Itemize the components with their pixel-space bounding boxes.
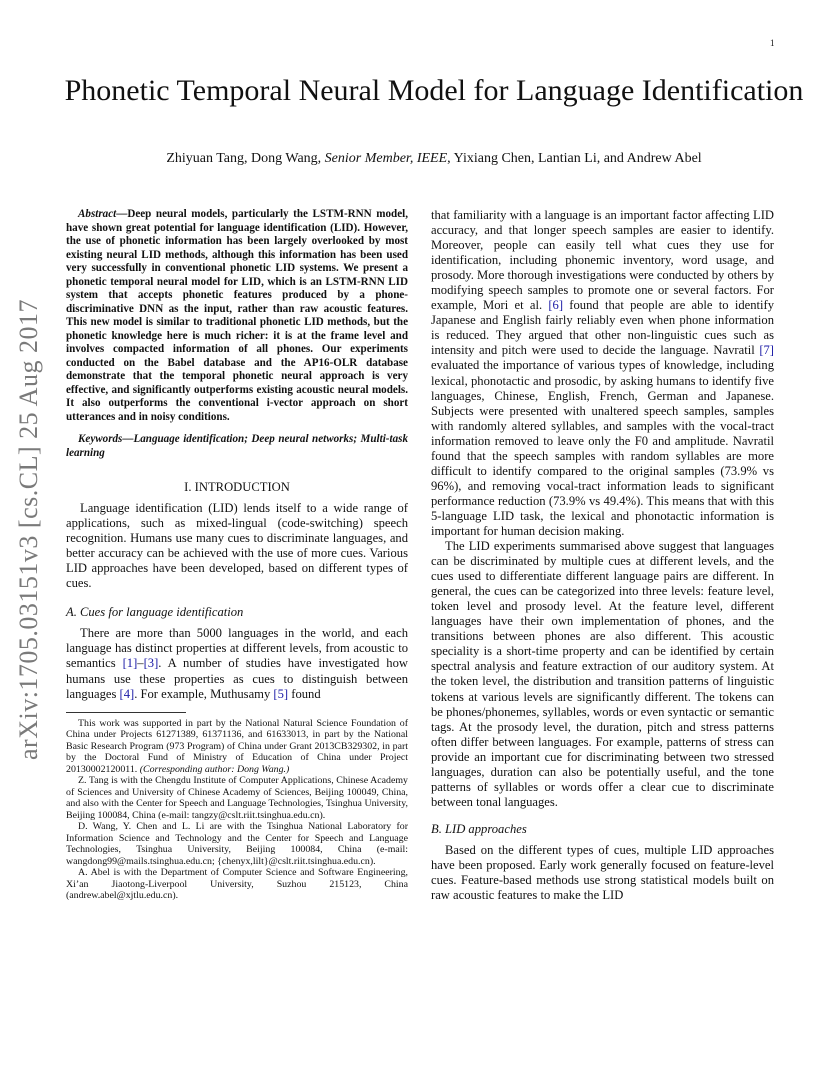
author-list	[60, 151, 808, 167]
abstract	[66, 208, 408, 424]
right-paragraph-1	[431, 208, 774, 539]
cues-text-c: . For example, Muthusamy	[134, 686, 274, 701]
citation-7[interactable]: [7]	[759, 343, 774, 358]
citation-6[interactable]: [6]	[548, 298, 564, 313]
section-numeral: I.	[184, 480, 195, 494]
footnote-funding-text: This work was supported in part by the National Natural Science Foundation of China under Projects 61271389, 61371136, and 61633013, in part by the National Basic Research Program (973 Program) of China under Grant 2013CB329302, in part by the Doctoral Fund of Ministry of Education of China under Project 20130002120011.	[66, 717, 408, 775]
footnote-wang: D. Wang, Y. Chen and L. Li are with the Tsinghua National Laboratory for Information Science and Technology and the Center for Speech and Language Technologies, Tsinghua University, Beijing 100084, China (e-mail: wangdong99@mails.tsinghua.edu.cn; {chenyx,lilt}@cslt.riit.tsinghua.edu.cn).	[66, 821, 408, 867]
footnote-rule	[66, 712, 186, 713]
section-title-rest: NTRODUCTION	[198, 480, 290, 494]
right-paragraph-3: Based on the different types of cues, multiple LID approaches have been proposed. Early work generally focused on feature-level cues. Feature-based methods use strong statistical models built on raw acoustic features to make the LID	[431, 842, 774, 903]
right-text-b: found that people are able to identify Japanese and English fairly reliably even when phone information is reduced. They argued that other non-linguistic cues such as intensity and pitch were used to decide the language. Navratil	[431, 298, 774, 358]
right-paragraph-2: The LID experiments summarised above suggest that languages can be discriminated by multiple cues at different levels, and the cues used to differentiate different language pairs are different. In general, the cues can be categorized into three levels: feature level, token level and prosody level. At the feature level, different languages have their own implementation of phones, and the transitions between phones are also different. This acoustic speciality is a short-time property and can be identified by certain spectral analysis and feature extraction of our auditory system. At the token level, the distribution and transition patterns of linguistic tokens at various levels are significantly different. The tokens can be phones/phonemes, syllables, words or even syntactic or semantic tags. At the prosody level, the duration, pitch and stress patterns often differ between languages. For example, patterns of stress can provide an important cue for discriminating between two stressed languages, duration can also be potentially useful, and the tone patterns of syllables or words offer a clear cue to discriminate between tonal languages.	[431, 539, 774, 809]
cues-text-b: . A number of studies have investigated how humans use these properties as cues to distinguish between languages	[66, 656, 408, 701]
cues-text-a: There are more than 5000 languages in the world, and each language has distinct properties at different levels, from acoustic to semantics	[66, 626, 408, 671]
section-title-first: I	[194, 480, 199, 494]
authors-post: , Yixiang Chen, Lantian Li, and Andrew Abel	[447, 151, 702, 166]
citation-1[interactable]: [1]	[122, 656, 138, 671]
authors-role: Senior Member, IEEE	[324, 151, 448, 166]
subsection-heading-approaches: B. LID approaches	[431, 821, 527, 836]
right-column	[431, 208, 774, 903]
footnote-abel: A. Abel is with the Department of Computer Science and Software Engineering, Xi’an Jiaotong-Liverpool University, Suzhou 215123, China (andrew.abel@xjtlu.edu.cn).	[66, 867, 408, 902]
intro-paragraph: Language identification (LID) lends itself to a wide range of applications, such as mixed-lingual (code-switching) speech recognition. Humans use many cues to discriminate languages, and better accuracy can be achieved with the use of more cues. Various LID approaches have been developed, based on different types of cues.	[66, 501, 408, 591]
abstract-label: Abstract	[78, 208, 117, 220]
footnote-tang: Z. Tang is with the Chengdu Institute of Computer Applications, Chinese Academy of Sciences and University of Chinese Academy of Sciences, Beijing 100049, China, and also with the Center for Speech and Language Technologies, Tsinghua University, Beijing 100084, China (e-mail: tangzy@cslt.riit.tsinghua.edu.cn).	[66, 775, 408, 821]
page-number: 1	[770, 38, 775, 48]
right-text-c: evaluated the importance of various types of knowledge, including lexical, phonotactic and prosodic, by asking humans to identify five languages, Chinese, English, French, German and Japanese. Subjects were presented with unaltered speech samples, samples with randomly altered syllables, and samples with the vocal-tract information removed to leave only the F0 and amplitude. Navratil found that the speech samples with random syllables are more difficult to identify compared to the original samples (73.9% vs 96%), and removing vocal-tract information leads to significant performance reduction (73.9% vs 49.4%). This means that with this 5-language LID task, the lexical and phonotactic information is important for human decision making.	[431, 358, 774, 538]
arxiv-stamp: arXiv:1705.03151v3 [cs.CL] 25 Aug 2017	[14, 299, 43, 760]
authors-pre: Zhiyuan Tang, Dong Wang,	[166, 151, 325, 166]
citation-dash: –	[137, 656, 144, 671]
cues-text-d: found	[288, 686, 321, 701]
paper-title: Phonetic Temporal Neural Model for Language Identification	[64, 74, 804, 107]
abstract-text: —Deep neural models, particularly the LSTM-RNN model, have shown great potential for language identification (LID). However, the use of phonetic information has been largely overlooked by most existing neural LID methods, although this information has been used very successfully in conventional phonetic LID systems. We present a phonetic temporal neural model for LID, which is an LSTM-RNN LID system that accepts phonetic features produced by a phone-discriminative DNN as the input, rather than raw acoustic features. This new model is similar to traditional phonetic LID methods, but the phonetic knowledge here is much richer: it is at the frame level and involves compacted information of all phones. Our experiments conducted on the Babel database and the AP16-OLR database demonstrate that the temporal phonetic neural approach is very effective, and significantly outperforms existing acoustic neural models. It also outperforms the conventional i-vector approach on short utterances and in noisy conditions.	[66, 208, 408, 423]
section-heading-introduction	[66, 480, 408, 495]
right-text-a: that familiarity with a language is an important factor affecting LID accuracy, and that longer speech samples are easier to identify. Moreover, people can easily tell what cues they use for identification, including phonemic inventory, word usage, and prosody. More thorough investigations were conducted by others by modifying speech samples to promote one or several factors. For example, Mori et al.	[431, 208, 774, 313]
keywords: Keywords—Language identification; Deep neural networks; Multi-task learning	[66, 433, 408, 459]
citation-3[interactable]: [3]	[143, 656, 159, 671]
cues-paragraph	[66, 626, 408, 701]
footnote-corresponding: (Corresponding author: Dong Wang.)	[139, 763, 290, 775]
citation-4[interactable]: [4]	[119, 686, 135, 701]
citation-5[interactable]: [5]	[273, 686, 289, 701]
footnote-funding	[66, 718, 408, 776]
left-column	[66, 208, 408, 902]
subsection-heading-cues: A. Cues for language identification	[66, 605, 244, 620]
